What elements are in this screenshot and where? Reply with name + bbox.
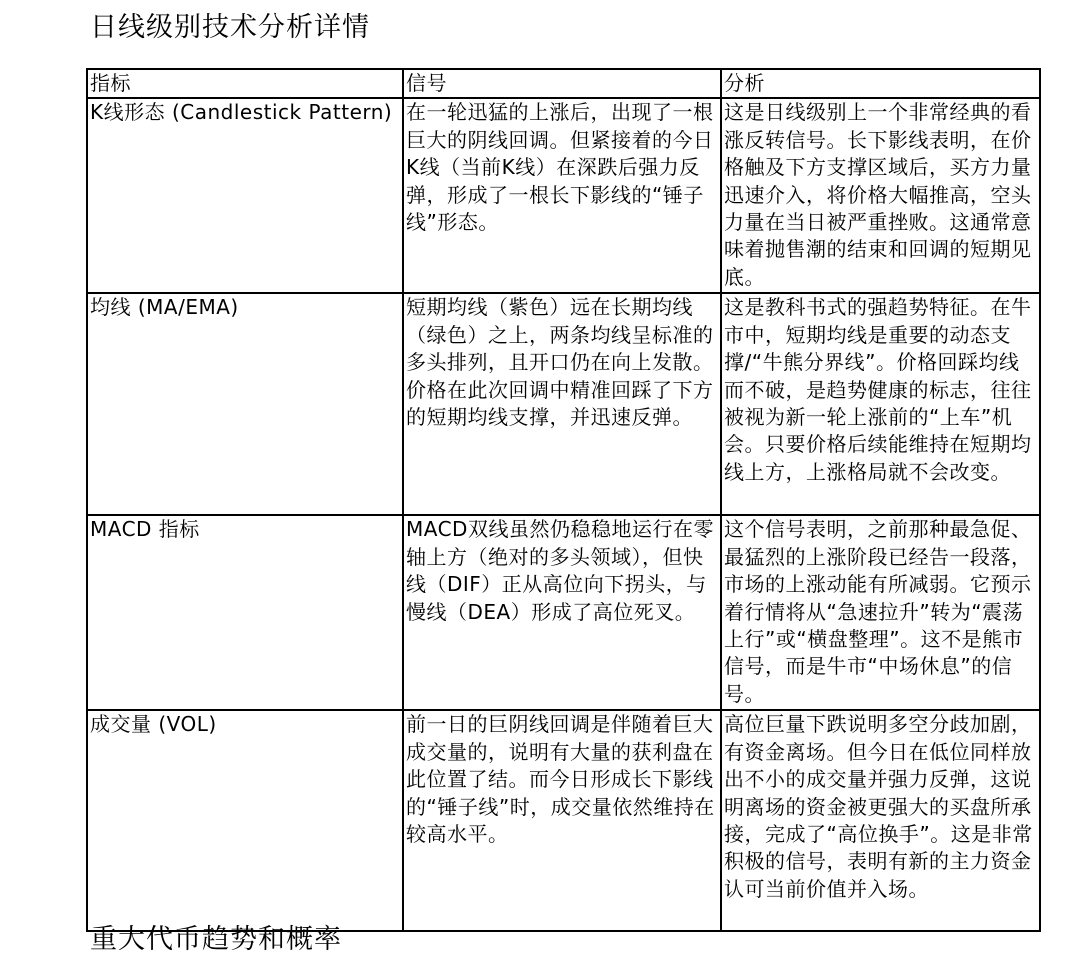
signal-cell: 在一轮迅猛的上涨后，出现了一根巨大的阴线回调。但紧接着的今日K线（当前K线）在深跌后强力反弹，形成了一根长下影线的“锤子线”形态。: [403, 98, 721, 293]
signal-cell: 短期均线（紫色）远在长期均线（绿色）之上，两条均线呈标准的多头排列，且开口仍在向上发散。价格在此次回调中精准回踩了下方的短期均线支撑，并迅速反弹。: [403, 293, 721, 515]
analysis-cell: 这个信号表明，之前那种最急促、最猛烈的上涨阶段已经告一段落，市场的上涨动能有所减弱。它预示着行情将从“急速拉升”转为“震荡上行”或“横盘整理”。这不是熊市信号，而是牛市“中场休息”的信号。: [721, 515, 1040, 710]
indicator-cell: 均线 (MA/EMA): [87, 293, 403, 515]
column-header-analysis: 分析: [721, 69, 1040, 98]
table-header-row: [87, 69, 1040, 98]
next-section-heading: [90, 922, 490, 955]
next-section-heading-text: 重大代币趋势和概率: [90, 924, 342, 955]
indicator-cell: MACD 指标: [87, 515, 403, 710]
analysis-cell: 这是教科书式的强趋势特征。在牛市中，短期均线是重要的动态支撑/“牛熊分界线”。价格回踩均线而不破，是趋势健康的标志，往往被视为新一轮上涨前的“上车”机会。只要价格后续能维持在短期均线上方，上涨格局就不会改变。: [721, 293, 1040, 515]
column-header-indicator: 指标: [87, 69, 403, 98]
signal-cell: MACD双线虽然仍稳稳地运行在零轴上方（绝对的多头领域），但快线（DIF）正从高位向下拐头，与慢线（DEA）形成了高位死叉。: [403, 515, 721, 710]
column-header-signal: 信号: [403, 69, 721, 98]
analysis-cell: 高位巨量下跌说明多空分歧加剧，有资金离场。但今日在低位同样放出不小的成交量并强力反弹，这说明离场的资金被更强大的买盘所承接，完成了“高位换手”。这是非常积极的信号，表明有新的主力资金认可当前价值并入场。: [721, 710, 1040, 931]
table-row: [87, 293, 1040, 515]
indicator-cell: 成交量 (VOL): [87, 710, 403, 931]
table-row: [87, 515, 1040, 710]
indicator-cell: K线形态 (Candlestick Pattern): [87, 98, 403, 293]
analysis-table: [86, 68, 1041, 932]
table-row: [87, 98, 1040, 293]
analysis-cell: 这是日线级别上一个非常经典的看涨反转信号。长下影线表明，在价格触及下方支撑区域后，买方力量迅速介入，将价格大幅推高，空头力量在当日被严重挫败。这通常意味着抛售潮的结束和回调的短期见底。: [721, 98, 1040, 293]
page-title: 日线级别技术分析详情: [90, 12, 370, 43]
signal-cell: 前一日的巨阴线回调是伴随着巨大成交量的，说明有大量的获利盘在此位置了结。而今日形成长下影线的“锤子线”时，成交量依然维持在较高水平。: [403, 710, 721, 931]
table-row: [87, 710, 1040, 931]
